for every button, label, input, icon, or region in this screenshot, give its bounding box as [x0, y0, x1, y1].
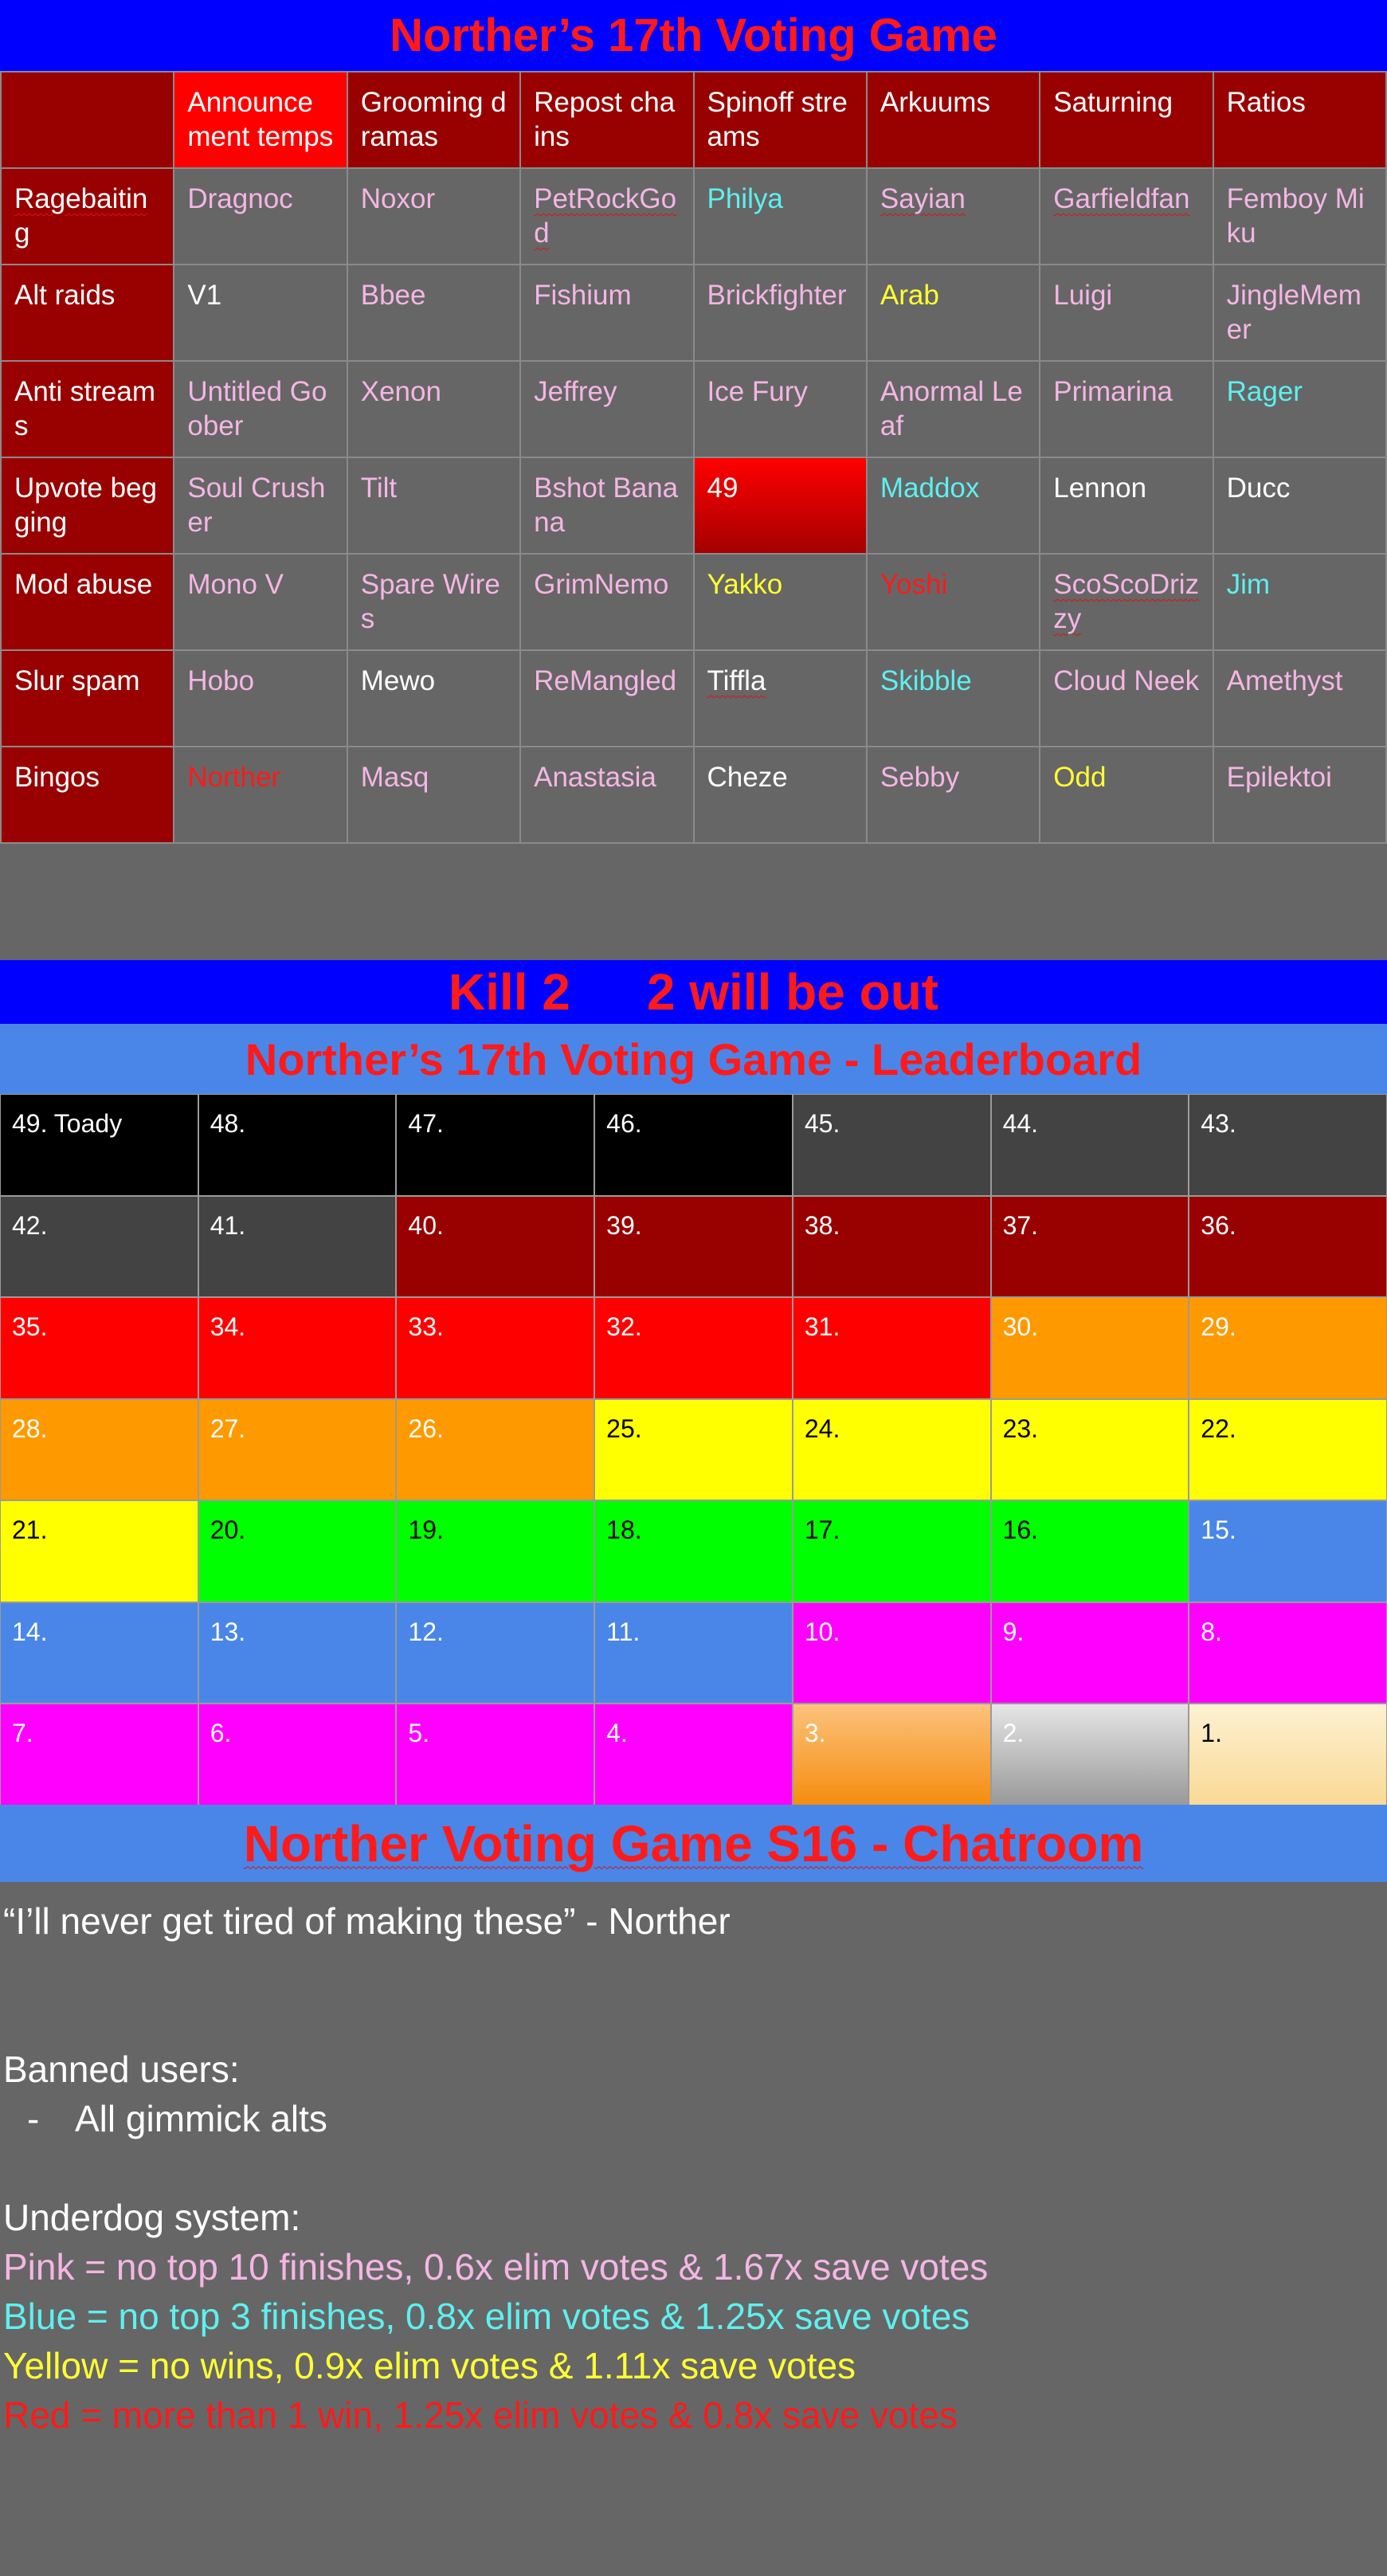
corner-cell: [1, 72, 174, 168]
leaderboard-slot: 27.: [198, 1399, 397, 1501]
leaderboard-slot: 15.: [1189, 1500, 1387, 1602]
leaderboard-slot: 36.: [1189, 1196, 1387, 1298]
game-title-banner: [0, 0, 1387, 71]
contestant-cell: Soul Crusher: [174, 457, 347, 554]
contestant-name: Tiffla: [707, 665, 766, 696]
leaderboard-slot: 30.: [991, 1297, 1189, 1399]
contestant-cell: Maddox: [867, 457, 1040, 554]
contestant-cell: Bshot Banana: [520, 457, 693, 554]
leaderboard-slot: 23.: [991, 1399, 1189, 1501]
leaderboard-slot: 43.: [1189, 1094, 1387, 1196]
leaderboard-slot: 32.: [594, 1297, 793, 1399]
contestant-cell: Masq: [347, 747, 520, 843]
row-label: Anti streams: [1, 361, 174, 457]
leaderboard-slot: 38.: [793, 1196, 991, 1298]
leaderboard-slot: 48.: [198, 1094, 397, 1196]
banned-item-text: All gimmick alts: [75, 2098, 327, 2139]
category-header: Arkuums: [867, 72, 1040, 168]
leaderboard-slot: 49. Toady: [0, 1094, 198, 1196]
chatroom-title: Norther Voting Game S16 - Chatroom: [243, 1814, 1144, 1872]
leaderboard-slot: 42.: [0, 1196, 198, 1298]
banned-list-item: [3, 2094, 1384, 2143]
contestant-cell: Amethyst: [1213, 650, 1386, 747]
leaderboard-slot: 46.: [594, 1094, 793, 1196]
contestant-cell: GrimNemo: [520, 554, 693, 650]
leaderboard-slot: 33.: [396, 1297, 594, 1399]
out-count-label: 2 will be out: [646, 963, 939, 1021]
underdog-rule: Yellow = no wins, 0.9x elim votes & 1.11x save votes: [3, 2345, 856, 2386]
contestant-cell: Brickfighter: [694, 265, 867, 361]
leaderboard-slot: 44.: [991, 1094, 1189, 1196]
row-label: Upvote begging: [1, 457, 174, 554]
leaderboard-slot: 25.: [594, 1399, 793, 1501]
contestant-cell: Luigi: [1040, 265, 1213, 361]
contestant-cell: Hobo: [174, 650, 347, 747]
contestant-cell: Dragnoc: [174, 168, 347, 265]
kill-count-label: Kill 2: [448, 963, 570, 1021]
category-header: Announce ment temps: [174, 72, 347, 168]
leaderboard-slot: 26.: [396, 1399, 594, 1501]
leaderboard-slot: 1.: [1189, 1704, 1387, 1806]
contestant-cell: Epilektoi: [1213, 747, 1386, 843]
contestant-cell: Xenon: [347, 361, 520, 457]
contestant-cell: Primarina: [1040, 361, 1213, 457]
leaderboard-slot: 35.: [0, 1297, 198, 1399]
contestant-cell: ReMangled: [520, 650, 693, 747]
leaderboard-slot: 34.: [198, 1297, 397, 1399]
contestant-cell: Anormal Leaf: [867, 361, 1040, 457]
contestant-cell: Anastasia: [520, 747, 693, 843]
game-title: Norther’s 17th Voting Game: [390, 10, 997, 61]
contestant-cell: Lennon: [1040, 457, 1213, 554]
contestant-row: [1, 457, 1386, 554]
leaderboard-slot: 24.: [793, 1399, 991, 1501]
leaderboard-slot: 4.: [594, 1704, 793, 1806]
leaderboard-slot: 21.: [0, 1500, 198, 1602]
contestant-cell: Femboy Miku: [1213, 168, 1386, 265]
contestant-cell: Mewo: [347, 650, 520, 747]
leaderboard-slot: 11.: [594, 1602, 793, 1704]
leaderboard-slot: 45.: [793, 1094, 991, 1196]
leaderboard-slot: 41.: [198, 1196, 397, 1298]
category-header-row: [1, 72, 1386, 168]
leaderboard-slot: 40.: [396, 1196, 594, 1298]
underdog-rule: Blue = no top 3 finishes, 0.8x elim votes & 1.25x save votes: [3, 2296, 970, 2337]
contestant-cell: Bbee: [347, 265, 520, 361]
contestant-cell: Untitled Goober: [174, 361, 347, 457]
leaderboard-slot: 22.: [1189, 1399, 1387, 1501]
contestant-name: Sayian: [880, 183, 966, 214]
underdog-rule: Red = more than 1 win, 1.25x elim votes & 0.8x save votes: [3, 2394, 958, 2436]
contestant-row: [1, 265, 1386, 361]
leaderboard-slot: 28.: [0, 1399, 198, 1501]
row-label: Mod abuse: [1, 554, 174, 650]
contestant-cell: Yoshi: [867, 554, 1040, 650]
banned-users-header: Banned users:: [3, 2049, 240, 2090]
contestant-cell: Sebby: [867, 747, 1040, 843]
category-header: Grooming dramas: [347, 72, 520, 168]
contestant-cell: Yakko: [694, 554, 867, 650]
leaderboard-slot: 31.: [793, 1297, 991, 1399]
leaderboard-slot: 29.: [1189, 1297, 1387, 1399]
leaderboard-slot: 6.: [198, 1704, 397, 1806]
contestant-cell: Arab: [867, 265, 1040, 361]
leaderboard-slot: 19.: [396, 1500, 594, 1602]
leaderboard-slot: 9.: [991, 1602, 1189, 1704]
chatroom-title-banner: [0, 1805, 1387, 1882]
contestant-cell: V1: [174, 265, 347, 361]
contestant-cell: Philya: [694, 168, 867, 265]
row-label: [1, 168, 174, 265]
contestant-cell: [694, 650, 867, 747]
leaderboard-slot: 12.: [396, 1602, 594, 1704]
elimination-banner: [0, 960, 1387, 1024]
chatroom-panel: [0, 1882, 1387, 2576]
category-header: Saturning: [1040, 72, 1213, 168]
leaderboard-slot: 2.: [991, 1704, 1189, 1806]
underdog-rule: Pink = no top 10 finishes, 0.6x elim votes & 1.67x save votes: [3, 2246, 989, 2288]
contestant-name: Garfieldfan: [1053, 183, 1190, 214]
dash-bullet-icon: -: [27, 2098, 40, 2139]
contestant-row: [1, 554, 1386, 650]
contestant-cell: Cloud Neek: [1040, 650, 1213, 747]
underdog-header: Underdog system:: [3, 2197, 301, 2238]
row-label-text: Ragebaiting: [14, 183, 148, 249]
contestant-cell: Fishium: [520, 265, 693, 361]
category-header: Ratios: [1213, 72, 1386, 168]
contestant-cell: Jim: [1213, 554, 1386, 650]
contestant-cell: [867, 168, 1040, 265]
leaderboard-slot: 18.: [594, 1500, 793, 1602]
row-label: Slur spam: [1, 650, 174, 747]
voting-grid: [0, 71, 1387, 844]
contestant-row: [1, 747, 1386, 843]
eliminated-cell: 49: [694, 457, 867, 554]
leaderboard-slot: 7.: [0, 1704, 198, 1806]
leaderboard-title-banner: [0, 1024, 1387, 1094]
contestant-cell: Cheze: [694, 747, 867, 843]
contestant-cell: [520, 168, 693, 265]
leaderboard-slot: 8.: [1189, 1602, 1387, 1704]
leaderboard-slot: 13.: [198, 1602, 397, 1704]
leaderboard-slot: 14.: [0, 1602, 198, 1704]
contestant-cell: Noxor: [347, 168, 520, 265]
contestant-cell: JingleMemer: [1213, 265, 1386, 361]
contestant-name: PetRockGod: [534, 183, 677, 249]
leaderboard-slot: 3.: [793, 1704, 991, 1806]
contestant-cell: [1040, 554, 1213, 650]
leaderboard-slot: 16.: [991, 1500, 1189, 1602]
category-header: Repost chains: [520, 72, 693, 168]
contestant-row: [1, 168, 1386, 265]
leaderboard-slot: 37.: [991, 1196, 1189, 1298]
contestant-cell: Ducc: [1213, 457, 1386, 554]
chat-quote: “I’ll never get tired of making these” - Norther: [3, 1900, 731, 1942]
contestant-cell: Norther: [174, 747, 347, 843]
leaderboard-slot: 39.: [594, 1196, 793, 1298]
contestant-row: [1, 361, 1386, 457]
contestant-cell: Skibble: [867, 650, 1040, 747]
row-label: Bingos: [1, 747, 174, 843]
leaderboard-slot: 47.: [396, 1094, 594, 1196]
contestant-cell: [1040, 168, 1213, 265]
leaderboard-title: Norther’s 17th Voting Game - Leaderboard: [245, 1033, 1142, 1084]
leaderboard-slot: 5.: [396, 1704, 594, 1806]
leaderboard-slot: 10.: [793, 1602, 991, 1704]
contestant-cell: Spare Wires: [347, 554, 520, 650]
contestant-row: [1, 650, 1386, 747]
leaderboard-slot: 20.: [198, 1500, 397, 1602]
contestant-name: ScoScoDrizzy: [1053, 569, 1200, 634]
contestant-cell: Tilt: [347, 457, 520, 554]
leaderboard-slot: 17.: [793, 1500, 991, 1602]
contestant-cell: Mono V: [174, 554, 347, 650]
leaderboard-grid: [0, 1094, 1387, 1806]
contestant-cell: Jeffrey: [520, 361, 693, 457]
contestant-cell: Ice Fury: [694, 361, 867, 457]
contestant-cell: Rager: [1213, 361, 1386, 457]
contestant-cell: Odd: [1040, 747, 1213, 843]
category-header: Spinoff streams: [694, 72, 867, 168]
row-label: Alt raids: [1, 265, 174, 361]
